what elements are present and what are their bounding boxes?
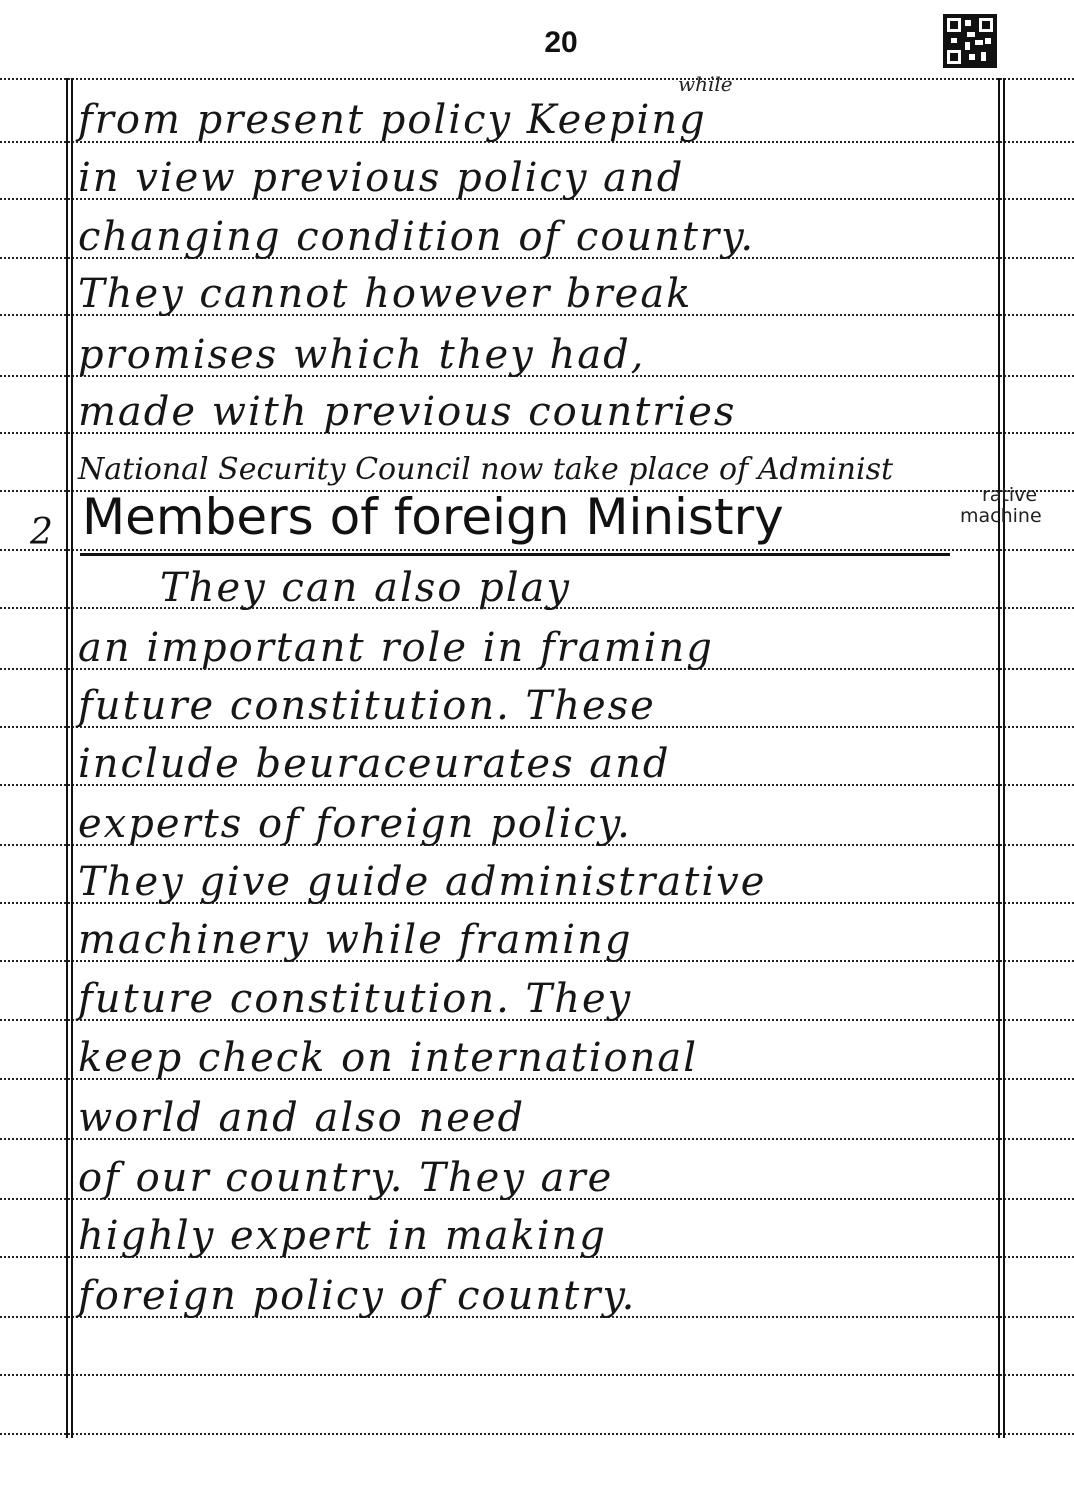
margin-note: rative xyxy=(982,484,1038,506)
text-line: National Security Council now take place of Administ xyxy=(78,452,894,487)
qr-code-icon xyxy=(943,14,997,68)
text-line: changing condition of country. xyxy=(78,214,756,260)
text-line: foreign policy of country. xyxy=(78,1273,637,1319)
right-margin-line xyxy=(998,78,1000,1438)
text-line: machinery while framing xyxy=(78,917,633,963)
ruled-line xyxy=(0,549,1074,551)
text-line: world and also need xyxy=(78,1095,526,1141)
ruled-line xyxy=(0,1433,1074,1435)
text-line: future constitution. They xyxy=(78,976,633,1022)
text-line: in view previous policy and xyxy=(78,155,685,201)
text-line: highly expert in making xyxy=(78,1213,607,1259)
text-line: They cannot however break xyxy=(78,271,693,317)
text-line: include beuraceurates and xyxy=(78,741,671,787)
section-heading: Members of foreign Ministry xyxy=(82,488,784,546)
item-number: 2 xyxy=(30,512,53,553)
text-line: from present policy Keeping xyxy=(78,97,707,143)
margin-note: machine xyxy=(960,505,1042,527)
text-line: They can also play xyxy=(160,565,571,611)
ruled-line xyxy=(0,78,1074,80)
right-margin-line xyxy=(1003,78,1005,1438)
text-line: experts of foreign policy. xyxy=(78,801,632,847)
text-line: promises which they had, xyxy=(78,332,646,378)
heading-underline xyxy=(80,553,950,556)
page-number: 20 xyxy=(544,26,578,59)
text-line: future constitution. These xyxy=(78,683,656,729)
inserted-word: while xyxy=(678,72,733,96)
text-line: of our country. They are xyxy=(78,1155,614,1201)
text-line: They give guide administrative xyxy=(78,859,767,905)
left-margin-line xyxy=(71,78,73,1438)
text-line: made with previous countries xyxy=(78,389,737,435)
left-margin-line xyxy=(66,78,68,1438)
ruled-line xyxy=(0,1374,1074,1376)
text-line: an important role in framing xyxy=(78,625,714,671)
text-line: keep check on international xyxy=(78,1035,699,1081)
